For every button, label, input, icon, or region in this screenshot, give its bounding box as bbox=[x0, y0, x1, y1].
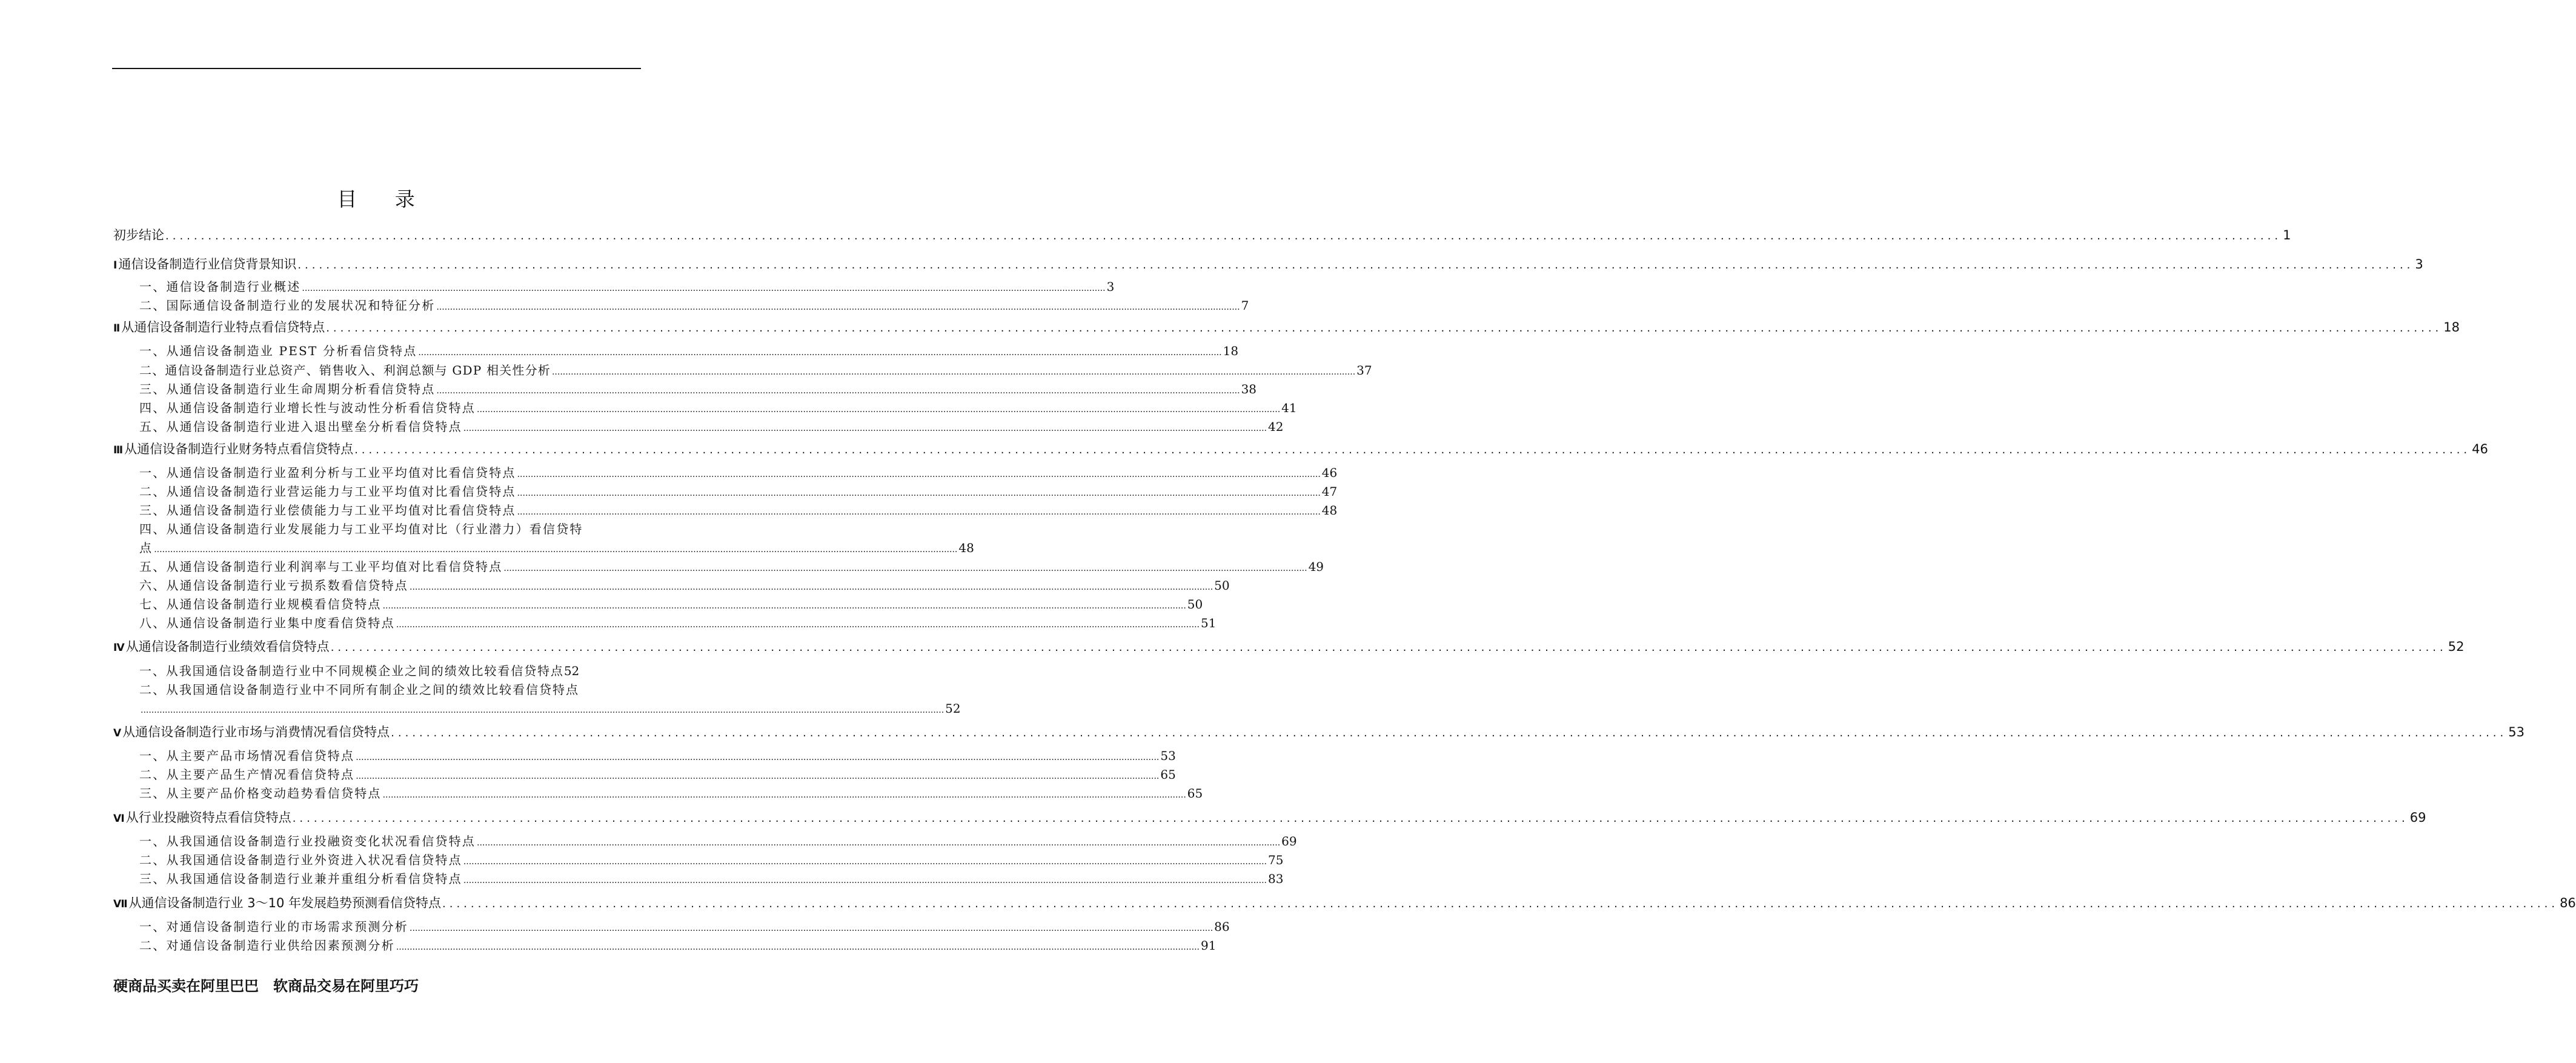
dot-leader: .......................................................................................................................................................................................................................................................................................................... bbox=[418, 348, 1222, 358]
dot-leader: .......................................................................................................................................................................................................................................................................................................... bbox=[410, 924, 1213, 933]
toc-entry-label: 四、从通信设备制造行业增长性与波动性分析看信贷特点 bbox=[139, 401, 476, 415]
dot-leader: .......................................................................................................................................................................................................................................................................................................... bbox=[154, 545, 958, 555]
toc-entry-page: 18 bbox=[2443, 320, 2460, 335]
toc-section[interactable] bbox=[113, 501, 1338, 519]
toc-entry-label: 二、国际通信设备制造行业的发展状况和特征分析 bbox=[139, 298, 436, 313]
toc-entry-page: 69 bbox=[1281, 834, 1297, 848]
toc-section[interactable] bbox=[113, 747, 1176, 765]
toc-entry-label: 从通信设备制造行业财务特点看信贷特点 bbox=[124, 442, 354, 456]
toc-section-wrapped-line[interactable] bbox=[139, 520, 640, 538]
toc-entry-label: 二、从我国通信设备制造行业外资进入状况看信贷特点 bbox=[139, 853, 462, 867]
toc-section[interactable] bbox=[113, 918, 1230, 936]
toc-entry-label: 三、从通信设备制造行业生命周期分析看信贷特点 bbox=[139, 382, 436, 396]
dot-leader: .......................................................................................................................................................................................................................................................................................................... bbox=[477, 405, 1281, 415]
toc-section[interactable] bbox=[113, 851, 1284, 869]
dot-leader: .......................................................................................................................................................................................................................................................................................................... bbox=[302, 284, 1106, 293]
toc-section[interactable] bbox=[113, 296, 1249, 315]
toc-entry-page: 52 bbox=[563, 664, 580, 678]
dot-leader: .......................................................................................................................................................................................................................................................................................................... bbox=[382, 790, 1186, 800]
toc-section[interactable] bbox=[113, 784, 1203, 802]
toc-entry-page: 46 bbox=[2472, 442, 2488, 456]
chapter-numeral: Ⅴ bbox=[113, 727, 122, 739]
toc-section[interactable] bbox=[113, 342, 1239, 360]
toc-title: 目 录 bbox=[337, 187, 431, 211]
toc-entry-label: 八、从通信设备制造行业集中度看信贷特点 bbox=[139, 616, 395, 630]
toc-entry-page: 41 bbox=[1281, 401, 1297, 415]
toc-entry-label: 一、从通信设备制造行业盈利分析与工业平均值对比看信贷特点 bbox=[139, 465, 516, 480]
dot-leader: .......................................................................................................................................................................................................................................................................................................... bbox=[463, 424, 1267, 433]
dot-leader: .......................................................................................................................................................................................................................................................................................................... bbox=[396, 620, 1200, 630]
toc-section[interactable] bbox=[113, 832, 1297, 850]
toc-entry-label: 初步结论 bbox=[113, 228, 164, 242]
toc-entry-page: 50 bbox=[1187, 597, 1203, 611]
toc-entry-page: 75 bbox=[1267, 853, 1284, 867]
dot-leader: .......................................................................................................................................................................................................................................................................................................... bbox=[292, 812, 2409, 825]
toc-section[interactable] bbox=[113, 558, 1324, 576]
toc-section-continuation[interactable] bbox=[113, 539, 974, 557]
footer-slogan: 硬商品买卖在阿里巴巴 软商品交易在阿里巧巧 bbox=[113, 978, 419, 995]
toc-entry-label: 一、从我国通信设备制造行业投融资变化状况看信贷特点 bbox=[139, 834, 476, 848]
toc-section[interactable] bbox=[113, 576, 1230, 595]
toc-entry-page: 65 bbox=[1160, 767, 1176, 782]
toc-entry-page: 48 bbox=[958, 541, 974, 555]
dot-leader: .......................................................................................................................................................................................................................................................................................................... bbox=[436, 386, 1240, 396]
dot-leader: .......................................................................................................................................................................................................................................................................................................... bbox=[330, 641, 2447, 654]
toc-entry-page: 47 bbox=[1321, 484, 1338, 499]
toc-section[interactable] bbox=[113, 464, 1338, 482]
dot-leader: .......................................................................................................................................................................................................................................................................................................... bbox=[382, 601, 1186, 611]
chapter-numeral: Ⅱ bbox=[113, 322, 121, 335]
toc-entry-label: 三、从通信设备制造行业偿债能力与工业平均值对比看信贷特点 bbox=[139, 503, 516, 518]
toc-entry-label: 一、通信设备制造行业概述 bbox=[139, 279, 301, 294]
dot-leader: .......................................................................................................................................................................................................................................................................................................... bbox=[354, 444, 2471, 456]
toc-entry-page: 91 bbox=[1200, 938, 1217, 953]
toc-section[interactable] bbox=[113, 361, 1372, 379]
toc-entry-page: 52 bbox=[2448, 639, 2465, 654]
dot-leader: .......................................................................................................................................................................................................................................................................................................... bbox=[477, 838, 1281, 848]
toc-entry-label: 从通信设备制造行业绩效看信贷特点 bbox=[125, 639, 330, 654]
dot-leader: .......................................................................................................................................................................................................................................................................................................... bbox=[356, 753, 1160, 762]
chapter-numeral: Ⅵ bbox=[113, 813, 125, 825]
toc-entry-page: 83 bbox=[1267, 871, 1284, 886]
toc-section-wrapped-line[interactable] bbox=[139, 681, 640, 699]
toc-section[interactable] bbox=[113, 765, 1176, 784]
toc-entry-page: 1 bbox=[2283, 228, 2291, 242]
toc-chapter-6[interactable] bbox=[113, 808, 2426, 827]
toc-entry-page: 52 bbox=[945, 701, 961, 716]
dot-leader: .......................................................................................................................................................................................................................................................................................................... bbox=[165, 230, 2282, 242]
toc-entry-label: 一、从我国通信设备制造行业中不同规模企业之间的绩效比较看信贷特点 bbox=[139, 664, 564, 678]
toc-entry-page: 37 bbox=[1356, 363, 1372, 378]
toc-entry-page: 3 bbox=[2415, 257, 2423, 272]
chapter-numeral: Ⅶ bbox=[113, 898, 128, 910]
toc-chapter-3[interactable] bbox=[113, 440, 2488, 458]
dot-leader: .......................................................................................................................................................................................................................................................................................................... bbox=[517, 470, 1321, 479]
dot-leader: .......................................................................................................................................................................................................................................................................................................... bbox=[551, 367, 1356, 377]
toc-entry-label: 一、对通信设备制造行业的市场需求预测分析 bbox=[139, 919, 408, 934]
dot-leader: .......................................................................................................................................................................................................................................................................................................... bbox=[463, 857, 1267, 867]
dot-leader: .......................................................................................................................................................................................................................................................................................................... bbox=[463, 876, 1267, 885]
toc-section[interactable] bbox=[113, 482, 1338, 501]
header-rule bbox=[112, 68, 641, 69]
toc-entry-page: 42 bbox=[1267, 419, 1284, 434]
toc-entry-page: 48 bbox=[1321, 503, 1338, 518]
toc-entry-page: 69 bbox=[2409, 810, 2426, 825]
toc-section[interactable] bbox=[113, 662, 640, 680]
toc-section[interactable] bbox=[113, 399, 1297, 417]
toc-entry-page: 51 bbox=[1200, 616, 1217, 630]
toc-section[interactable] bbox=[113, 936, 1217, 955]
toc-entry-label: 从通信设备制造行业市场与消费情况看信贷特点 bbox=[122, 725, 390, 739]
chapter-numeral: Ⅳ bbox=[113, 642, 125, 654]
toc-entry-page: 38 bbox=[1241, 382, 1257, 396]
toc-entry-page: 49 bbox=[1308, 559, 1324, 574]
toc-entry-page: 53 bbox=[2508, 725, 2525, 739]
dot-leader: .......................................................................................................................................................................................................................................................................................................... bbox=[503, 564, 1307, 573]
toc-section-continuation[interactable] bbox=[113, 699, 961, 718]
toc-section[interactable] bbox=[113, 418, 1284, 436]
toc-section[interactable] bbox=[113, 614, 1217, 632]
dot-leader: .......................................................................................................................................................................................................................................................................................................... bbox=[391, 727, 2508, 739]
toc-entry-conclusion[interactable] bbox=[113, 226, 2291, 244]
toc-entry-label: 四、从通信设备制造行业发展能力与工业平均值对比（行业潜力）看信贷特 bbox=[139, 522, 583, 536]
toc-entry-label: 五、从通信设备制造行业利润率与工业平均值对比看信贷特点 bbox=[139, 559, 503, 574]
toc-entry-label: 二、从通信设备制造行业营运能力与工业平均值对比看信贷特点 bbox=[139, 484, 516, 499]
toc-entry-label: 二、对通信设备制造行业供给因素预测分析 bbox=[139, 938, 395, 953]
dot-leader: .......................................................................................................................................................................................................................................................................................................... bbox=[141, 705, 944, 715]
toc-entry-label: 从通信设备制造行业特点看信贷特点 bbox=[121, 320, 325, 335]
toc-entry-page: 86 bbox=[1214, 919, 1230, 934]
toc-entry-label: 三、从我国通信设备制造行业兼并重组分析看信贷特点 bbox=[139, 871, 462, 886]
toc-chapter-4[interactable] bbox=[113, 638, 2465, 656]
toc-entry-label: 二、通信设备制造行业总资产、销售收入、利润总额与 GDP 相关性分析 bbox=[139, 363, 551, 378]
toc-section[interactable] bbox=[113, 870, 1284, 888]
dot-leader: .......................................................................................................................................................................................................................................................................................................... bbox=[297, 259, 2414, 272]
dot-leader: .......................................................................................................................................................................................................................................................................................................... bbox=[356, 771, 1160, 781]
toc-entry-page: 86 bbox=[2560, 896, 2576, 910]
toc-entry-page: 46 bbox=[1321, 465, 1338, 480]
dot-leader: .......................................................................................................................................................................................................................................................................................................... bbox=[517, 488, 1321, 498]
toc-entry-label: 二、从主要产品生产情况看信贷特点 bbox=[139, 767, 355, 782]
dot-leader: .......................................................................................................................................................................................................................................................................................................... bbox=[442, 898, 2559, 910]
toc-entry-page: 7 bbox=[1241, 298, 1249, 313]
dot-leader: .......................................................................................................................................................................................................................................................................................................... bbox=[396, 942, 1200, 952]
toc-entry-label: 从通信设备制造行业 3～10 年发展趋势预测看信贷特点 bbox=[128, 896, 441, 910]
dot-leader: .......................................................................................................................................................................................................................................................................................................... bbox=[326, 322, 2443, 335]
toc-section[interactable] bbox=[113, 595, 1203, 613]
toc-entry-label: 三、从主要产品价格变动趋势看信贷特点 bbox=[139, 786, 382, 801]
dot-leader: .......................................................................................................................................................................................................................................................................................................... bbox=[410, 582, 1213, 592]
toc-entry-label: 一、从通信设备制造业 PEST 分析看信贷特点 bbox=[139, 344, 417, 358]
toc-entry-label: 从行业投融资特点看信贷特点 bbox=[125, 810, 291, 825]
toc-entry-label: 二、从我国通信设备制造行业中不同所有制企业之间的绩效比较看信贷特点 bbox=[139, 682, 579, 697]
toc-entry-label: 七、从通信设备制造行业规模看信贷特点 bbox=[139, 597, 382, 611]
toc-chapter-5[interactable] bbox=[113, 723, 2525, 741]
toc-entry-page: 53 bbox=[1160, 748, 1176, 763]
toc-entry-label: 通信设备制造行业信贷背景知识 bbox=[118, 257, 297, 272]
toc-section[interactable] bbox=[113, 380, 1257, 398]
toc-entry-page: 50 bbox=[1214, 578, 1230, 593]
toc-chapter-7[interactable] bbox=[113, 894, 2576, 912]
dot-leader: .......................................................................................................................................................................................................................................................................................................... bbox=[517, 507, 1321, 517]
toc-entry-page: 65 bbox=[1187, 786, 1203, 801]
toc-entry-page: 18 bbox=[1223, 344, 1239, 358]
toc-entry-label: 六、从通信设备制造行业亏损系数看信贷特点 bbox=[139, 578, 408, 593]
chapter-numeral: Ⅲ bbox=[113, 444, 124, 456]
toc-section[interactable] bbox=[113, 278, 1115, 296]
toc-entry-label-cont: 点 bbox=[139, 541, 153, 555]
toc-entry-label: 五、从通信设备制造行业进入退出壁垒分析看信贷特点 bbox=[139, 419, 462, 434]
chapter-numeral: Ⅰ bbox=[113, 259, 118, 272]
toc-entry-page: 3 bbox=[1106, 279, 1115, 294]
toc-chapter-2[interactable] bbox=[113, 318, 2460, 336]
dot-leader: .......................................................................................................................................................................................................................................................................................................... bbox=[436, 302, 1240, 312]
toc-entry-label: 一、从主要产品市场情况看信贷特点 bbox=[139, 748, 355, 763]
toc-chapter-1[interactable] bbox=[113, 255, 2423, 273]
